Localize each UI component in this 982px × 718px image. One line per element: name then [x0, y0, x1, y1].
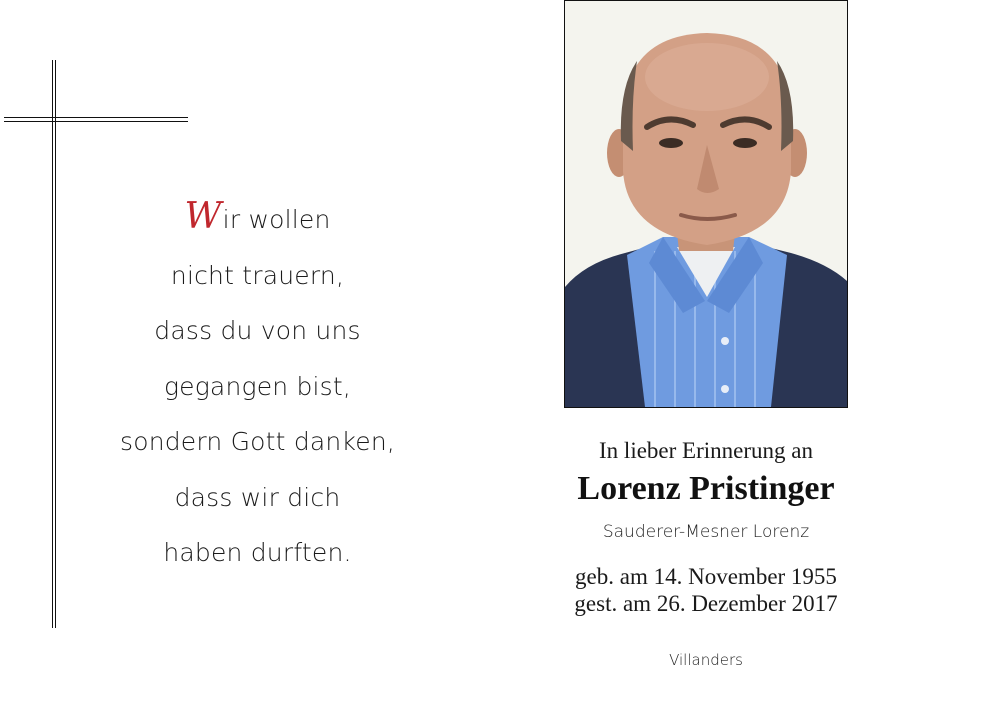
verse-line-7: haben durften. [163, 538, 352, 567]
verse-line-1-text: ir wollen [222, 205, 331, 234]
birth-date: geb. am 14. November 1955 [575, 564, 837, 589]
life-dates [520, 563, 892, 617]
place-name: Villanders [669, 651, 743, 669]
portrait-illustration [565, 1, 847, 407]
memory-line: In lieber Erinnerung an [599, 438, 813, 463]
death-date: gest. am 26. Dezember 2017 [574, 591, 838, 616]
nickname: Sauderer-Mesner Lorenz [602, 522, 810, 542]
verse-line-5: sondern Gott danken, [119, 427, 396, 456]
verse-initial: W [184, 196, 222, 237]
memorial-verse [80, 192, 435, 581]
verse-line-3: dass du von uns [154, 316, 361, 345]
verse-line-4: gegangen bist, [163, 371, 352, 401]
cross-horizontal-beam [4, 117, 188, 122]
verse-line-1 [80, 192, 435, 248]
deceased-name: Lorenz Pristinger [577, 470, 835, 507]
verse-line-6: dass wir dich [174, 482, 341, 512]
verse-line-2: nicht trauern, [170, 260, 345, 290]
portrait-photo [564, 0, 848, 408]
cross-vertical-beam [52, 60, 56, 628]
